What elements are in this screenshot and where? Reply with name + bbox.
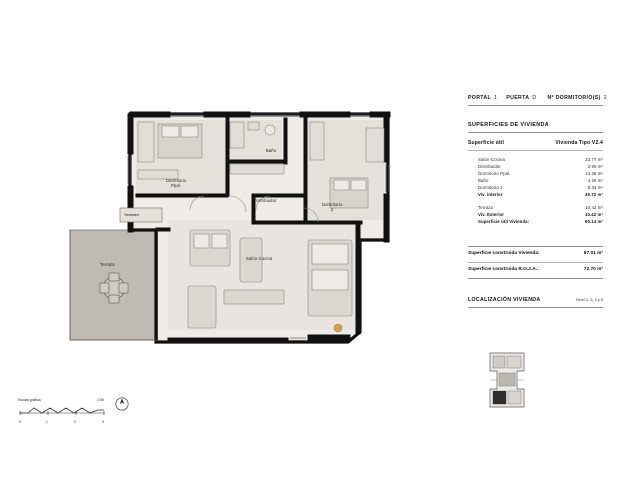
scale-label-text: Escala gráfica <box>18 398 41 402</box>
row-name: Superficie construida Vivienda: <box>468 250 540 256</box>
portal-value: 1 <box>494 95 498 101</box>
surfaces-divider <box>468 132 603 133</box>
row-value: 67.01 m² <box>583 250 603 256</box>
room-label-salon-cocina: Salón-Cocina <box>246 256 273 261</box>
row-value: 49.72 m² <box>585 191 603 197</box>
row-value: 8.34 m² <box>587 184 603 190</box>
scale-tick-2: 2 <box>74 420 76 424</box>
room-label-tendedero: Tendedero <box>124 213 140 217</box>
scale-tick-0: 0 <box>19 420 21 424</box>
info-panel <box>468 95 607 308</box>
floor-plan-svg <box>8 90 408 380</box>
room-label-dormitorio-ppal: Dormitorio Ppal. <box>166 178 187 189</box>
key-plan-svg <box>484 349 531 411</box>
scale-graphic <box>18 406 108 415</box>
row-name: Viv. interior <box>478 191 503 197</box>
row-name: Distribuidor <box>478 163 501 169</box>
surfaces-table <box>468 157 603 226</box>
row-name: Salón-Cocina <box>478 157 505 162</box>
row-name: Superficie útil Vivienda: <box>478 218 530 224</box>
room-label-dormitorio-2: Dormitorio 2 <box>322 202 343 213</box>
table-row <box>478 212 603 219</box>
key-plan <box>484 349 531 411</box>
north-arrow-icon <box>114 396 130 414</box>
surfaces-right-header: Vivienda Tipo V2.4 <box>555 140 603 146</box>
constructed-divider-bottom <box>468 278 603 279</box>
location-levels: Nivel 2, 3, 4 y 5 <box>576 296 603 302</box>
room-label-distribuidor: Distribuidor <box>254 198 277 203</box>
constructed-divider-mid <box>468 262 603 263</box>
header-divider <box>468 105 603 106</box>
room-label-terraza: Terraza <box>100 262 115 267</box>
location-title-text: LOCALIZACIÓN VIVIENDA <box>468 296 541 303</box>
puerta-label: PUERTA <box>506 95 530 101</box>
puerta-value: D <box>532 95 537 101</box>
table-row <box>478 219 603 226</box>
location-divider <box>468 307 603 308</box>
constructed-divider-top <box>468 246 603 247</box>
table-row <box>478 185 603 192</box>
floor-plan-drawing <box>8 90 408 380</box>
table-row <box>478 192 603 199</box>
unit-header <box>468 95 607 101</box>
row-name: Viv. Exterior <box>478 211 504 217</box>
surfaces-subheader <box>468 140 603 146</box>
row-name: Terraza <box>478 204 494 210</box>
row-value: 2.99 m² <box>587 163 603 169</box>
surfaces-left-header: Superficie útil <box>468 140 505 146</box>
scale-bar <box>18 398 126 427</box>
constructed-surfaces <box>468 246 603 279</box>
table-row <box>478 157 603 164</box>
scale-ratio: 1:50 <box>97 398 104 402</box>
row-name: Superficie construida R.O.J.A.: <box>468 266 539 272</box>
row-name: Dormitorio 2 <box>478 184 503 190</box>
row-value: 13.36 m² <box>585 170 603 176</box>
scale-tick-3: 3 <box>102 420 104 424</box>
table-row <box>478 205 603 212</box>
table-row <box>478 171 603 178</box>
row-name: Baño <box>478 177 489 183</box>
location-section-title <box>468 297 603 303</box>
row-value: 23.77 m² <box>585 157 603 162</box>
scale-tick-1: 1 <box>46 420 48 424</box>
table-row <box>468 267 603 274</box>
row-value: 60.14 m² <box>585 218 603 224</box>
bedrooms-label: Nº DORMITORIO(S) <box>547 95 601 101</box>
bedrooms-value: 2 <box>603 95 607 101</box>
row-name: Dormitorio Ppal. <box>478 170 511 176</box>
surfaces-section-title: SUPERFICIES DE VIVIENDA <box>468 122 550 128</box>
portal-label: PORTAL <box>468 95 492 101</box>
terrace-area <box>70 230 158 340</box>
row-value: 4.28 m² <box>587 177 603 183</box>
room-label-bano: Baño <box>266 148 277 153</box>
table-row <box>478 178 603 185</box>
table-row <box>478 164 603 171</box>
surfaces-subdivider <box>468 150 603 151</box>
row-value: 10.42 m² <box>585 211 603 217</box>
row-value: 72.70 m² <box>583 266 603 272</box>
row-value: 10.42 m² <box>585 204 603 210</box>
table-row <box>468 251 603 258</box>
